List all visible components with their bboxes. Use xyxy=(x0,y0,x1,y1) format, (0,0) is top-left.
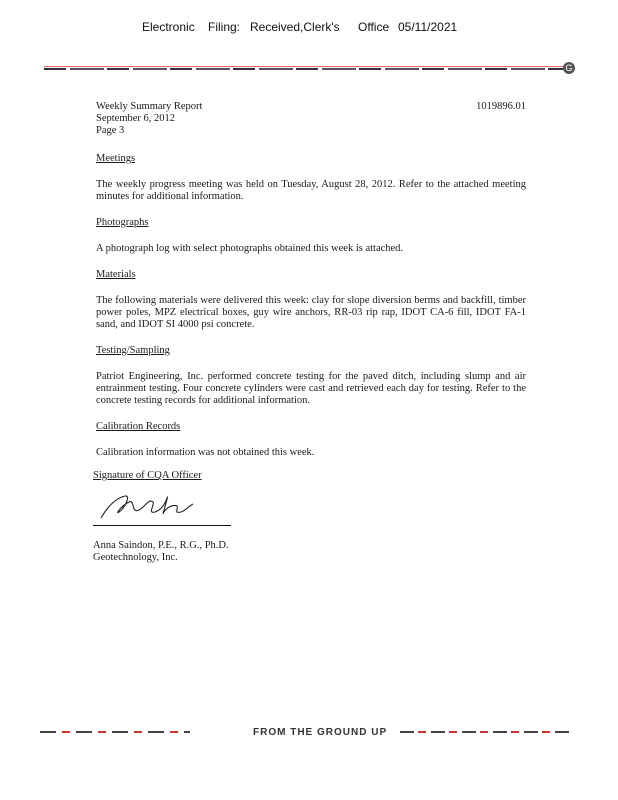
signature-line xyxy=(93,525,231,526)
section-body-photographs: A photograph log with select photographs obtained this week is attached. xyxy=(96,243,404,254)
signer-company: Geotechnology, Inc. xyxy=(93,552,178,563)
report-date: September 6, 2012 xyxy=(96,113,176,124)
signature-block xyxy=(93,470,233,564)
letterhead-rule xyxy=(44,66,564,70)
section-body-calibration: Calibration information was not obtained this week. xyxy=(96,447,315,458)
footer-tagline: FROM THE GROUND UP xyxy=(253,727,388,738)
section-body-testing: Patriot Engineering, Inc. performed concrete testing for the paved ditch, including slump and air entrainment testing. Four concrete cylinders were cast and retrieved each day for testing. Refer to the concrete testing records for additional information. xyxy=(96,371,526,406)
signature-title: Signature of CQA Officer xyxy=(93,470,202,481)
section-title-meetings: Meetings xyxy=(96,153,136,164)
section-body-materials: The following materials were delivered this week: clay for slope diversion berms and backfill, timber power poles, MPZ electrical boxes, guy wire anchors, RR-03 rip rap, IDOT CA-6 fill, IDOT FA-1 sand, and IDOT SI 4000 psi concrete. xyxy=(96,295,526,330)
section-body-meetings: The weekly progress meeting was held on Tuesday, August 28, 2012. Refer to the attached meeting minutes for additional information. xyxy=(96,179,526,202)
stamp-label-received: Received,Clerk's xyxy=(250,20,340,34)
section-title-materials: Materials xyxy=(96,269,136,280)
stamp-label-electronic: Electronic xyxy=(142,20,195,34)
signature-area xyxy=(93,484,233,526)
handwritten-signature xyxy=(95,484,205,524)
section-title-calibration: Calibration Records xyxy=(96,421,181,432)
signer-name: Anna Saindon, P.E., R.G., Ph.D. xyxy=(93,540,229,551)
report-body xyxy=(96,101,526,459)
section-title-testing: Testing/Sampling xyxy=(96,345,170,356)
geotechnology-logo-icon: G xyxy=(563,62,575,74)
section-title-photographs: Photographs xyxy=(96,217,149,228)
letterhead-footer xyxy=(40,727,570,739)
stamp-label-filing: Filing: xyxy=(208,20,241,34)
report-title: Weekly Summary Report xyxy=(96,101,203,112)
stamp-label-office: Office xyxy=(358,20,390,34)
stamp-date: 05/11/2021 xyxy=(398,20,458,34)
document-number: 1019896.01 xyxy=(476,101,526,112)
page-number: Page 3 xyxy=(96,125,125,136)
